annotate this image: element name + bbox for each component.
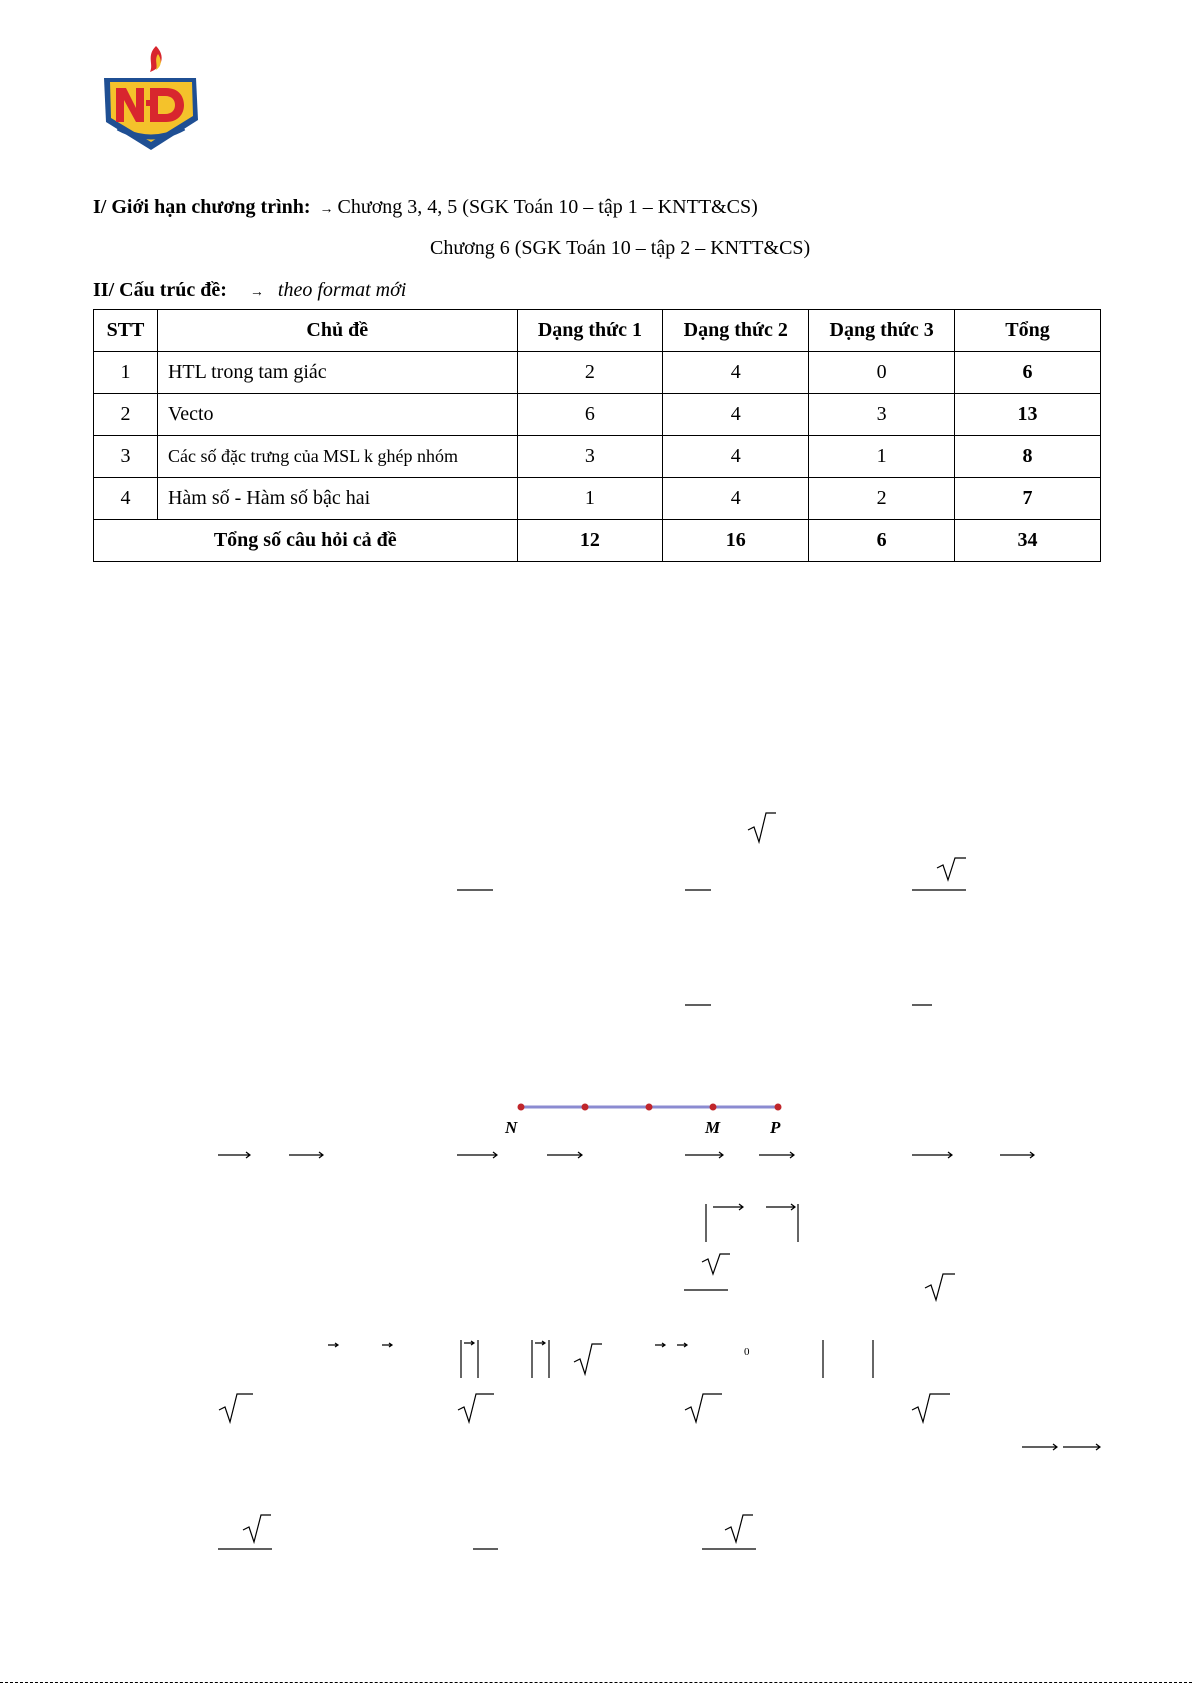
- point-n: [518, 1104, 525, 1111]
- form1-cell: 3: [517, 436, 663, 478]
- form1-cell: 1: [517, 478, 663, 520]
- column-header: Dạng thức 3: [809, 310, 955, 352]
- total-label-cell: Tổng số câu hỏi cả đề: [94, 520, 518, 562]
- stt-cell: 4: [94, 478, 158, 520]
- column-header: Dạng thức 2: [663, 310, 809, 352]
- total-cell: 8: [955, 436, 1101, 478]
- column-header: Dạng thức 1: [517, 310, 663, 352]
- point: [582, 1104, 589, 1111]
- topic-cell: Vecto: [157, 394, 517, 436]
- section-1-text-2: Chương 6 (SGK Toán 10 – tập 2 – KNTT&CS): [430, 237, 811, 259]
- point: [646, 1104, 653, 1111]
- segment-figure: [504, 1104, 782, 1138]
- zero-mark: 0: [744, 1346, 750, 1358]
- radical-icon: [725, 1515, 753, 1542]
- section-2-text: theo format mới: [277, 279, 407, 301]
- point-m: [710, 1104, 717, 1111]
- table-row: [94, 352, 1101, 394]
- form3-cell: 3: [809, 394, 955, 436]
- page-bottom-rule: [0, 1682, 1192, 1683]
- table-row: [94, 478, 1101, 520]
- table-footer-row: [94, 520, 1101, 562]
- section-1-text: Chương 3, 4, 5 (SGK Toán 10 – tập 1 – KNTT&CS): [337, 196, 758, 218]
- total-cell: 13: [955, 394, 1101, 436]
- point-p: [775, 1104, 782, 1111]
- absolute-value-bars: [461, 1204, 873, 1378]
- radical-icon: [912, 1394, 950, 1422]
- form2-cell: 4: [663, 352, 809, 394]
- section-2-heading: [93, 279, 406, 302]
- topic-cell: Các số đặc trưng của MSL k ghép nhóm: [157, 436, 517, 478]
- form2-cell: 4: [663, 478, 809, 520]
- stt-cell: 2: [94, 394, 158, 436]
- topic-cell: Hàm số - Hàm số bậc hai: [157, 478, 517, 520]
- radical-icon: [702, 1254, 730, 1274]
- total-cell: 7: [955, 478, 1101, 520]
- radical-icon: [937, 858, 966, 880]
- form3-cell: 0: [809, 352, 955, 394]
- table-header-row: [94, 310, 1101, 352]
- form3-cell: 2: [809, 478, 955, 520]
- radical-icon: [925, 1274, 955, 1300]
- school-logo: [96, 42, 206, 154]
- radical-icon: [243, 1515, 271, 1542]
- radical-icon: [458, 1394, 494, 1422]
- label-p: P: [770, 1118, 781, 1137]
- grand-total-cell: 34: [955, 520, 1101, 562]
- section-1-label: I/ Giới hạn chương trình:: [93, 196, 311, 218]
- form2-total-cell: 16: [663, 520, 809, 562]
- table-row: [94, 394, 1101, 436]
- form1-cell: 2: [517, 352, 663, 394]
- stt-cell: 3: [94, 436, 158, 478]
- form1-cell: 6: [517, 394, 663, 436]
- radical-icon: [748, 813, 776, 842]
- label-n: N: [505, 1118, 518, 1137]
- column-header: Chủ đề: [157, 310, 517, 352]
- topic-cell: HTL trong tam giác: [157, 352, 517, 394]
- total-cell: 6: [955, 352, 1101, 394]
- label-m: M: [705, 1118, 721, 1137]
- stt-cell: 1: [94, 352, 158, 394]
- radical-icon: [685, 1394, 722, 1422]
- form2-cell: 4: [663, 436, 809, 478]
- section-2-label: II/ Cấu trúc đề:: [93, 279, 227, 301]
- arrow-right-icon: →: [319, 202, 334, 217]
- section-1-heading: [93, 196, 758, 219]
- column-header: STT: [94, 310, 158, 352]
- table-row: [94, 436, 1101, 478]
- radical-icon: [574, 1344, 602, 1374]
- vector-arrows: [218, 1152, 1100, 1450]
- form3-cell: 1: [809, 436, 955, 478]
- radical-icon: [219, 1394, 253, 1422]
- column-header: Tổng: [955, 310, 1101, 352]
- arrow-right-icon: →: [249, 285, 264, 300]
- form3-total-cell: 6: [809, 520, 955, 562]
- form1-total-cell: 12: [517, 520, 663, 562]
- exam-structure-table: [93, 309, 1101, 562]
- form2-cell: 4: [663, 394, 809, 436]
